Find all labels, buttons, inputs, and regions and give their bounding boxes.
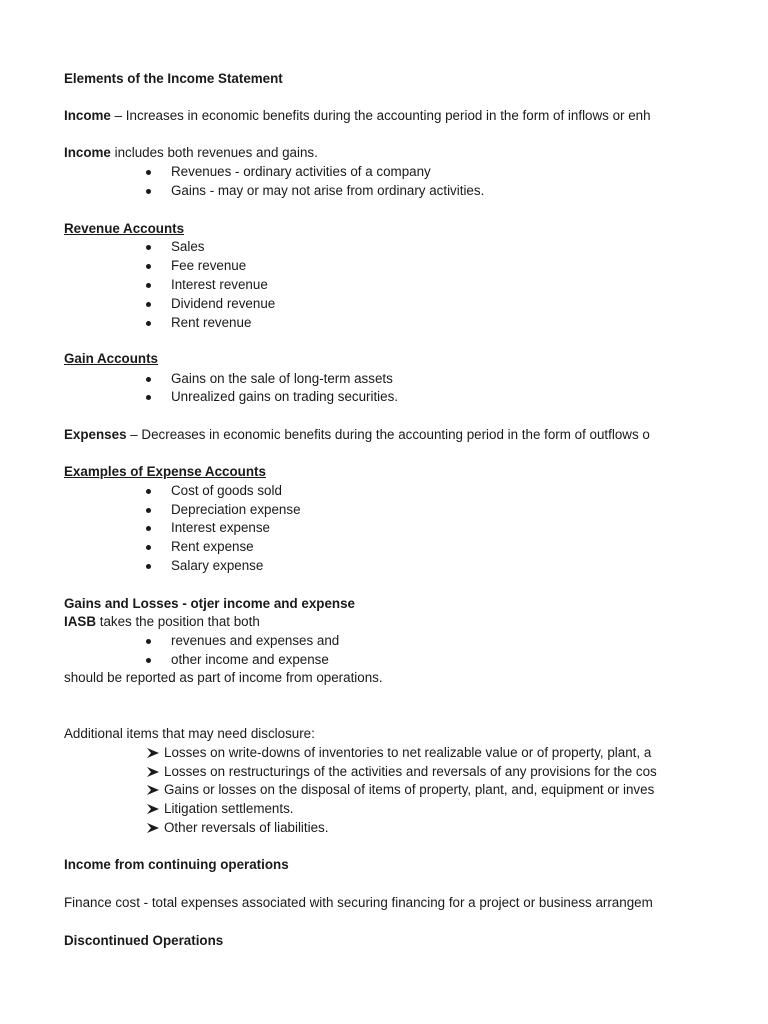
bullet-icon — [146, 508, 151, 513]
income-definition — [64, 108, 651, 124]
expenses-definition-text: – Decreases in economic benefits during the accounting period in the form of outflows o — [126, 427, 650, 442]
iasb-term: IASB — [64, 614, 96, 629]
gain-accounts-heading: Gain Accounts — [64, 351, 158, 366]
bullet-icon — [146, 321, 151, 326]
gains-losses-closing: should be reported as part of income from operations. — [64, 670, 383, 685]
bullet-icon — [146, 245, 151, 250]
bullet-icon — [146, 545, 151, 550]
gains-losses-heading: Gains and Losses - otjer income and expense — [64, 596, 355, 611]
arrow-bullet-icon — [147, 804, 159, 814]
arrow-bullet-icon — [147, 748, 159, 758]
bullet-icon — [146, 658, 151, 663]
bullet-icon — [146, 564, 151, 569]
arrow-bullet-icon — [147, 785, 159, 795]
continuing-operations-heading: Income from continuing operations — [64, 857, 289, 872]
disclosure-intro: Additional items that may need disclosure: — [64, 726, 315, 741]
expense-accounts-heading: Examples of Expense Accounts — [64, 464, 266, 479]
finance-cost-line: Finance cost - total expenses associated with securing financing for a project or business arrangem — [64, 895, 653, 910]
expenses-definition — [64, 427, 650, 443]
bullet-icon — [146, 264, 151, 269]
income-definition-text: – Increases in economic benefits during the accounting period in the form of inflows or enh — [110, 108, 651, 123]
bullet-icon — [146, 526, 151, 531]
iasb-text: takes the position that both — [96, 614, 260, 629]
discontinued-operations-heading: Discontinued Operations — [64, 933, 224, 948]
income-includes — [64, 145, 318, 161]
bullet-icon — [146, 395, 151, 400]
bullet-icon — [146, 489, 151, 494]
income-includes-term: Income — [64, 145, 111, 160]
arrow-bullet-icon — [147, 767, 159, 777]
iasb-line — [64, 614, 260, 630]
bullet-icon — [146, 377, 151, 382]
bullet-icon — [146, 283, 151, 288]
bullet-icon — [146, 302, 151, 307]
arrow-bullet-icon — [147, 823, 159, 833]
document-title: Elements of the Income Statement — [64, 71, 283, 86]
bullet-icon — [146, 170, 151, 175]
revenue-accounts-heading: Revenue Accounts — [64, 221, 185, 236]
bullet-icon — [146, 639, 151, 644]
bullet-icon — [146, 189, 151, 194]
expenses-term: Expenses — [64, 427, 127, 442]
income-includes-text: includes both revenues and gains. — [110, 145, 318, 160]
income-term: Income — [64, 108, 111, 123]
document-body: Elements of the Income Statement Income – Increases in economic benefits during the accounting period in the form of inflows or enh Income includes both revenues and gains. Revenues - ordinary activities of a company Gains - may or may not arise from ordinary activities. Revenue Accounts Sales Fee revenue Interest revenue Dividend revenue Rent revenue Gain Accounts Gains on the sale of long-term assets Unrealized gains on trading securities. Expenses – Decreases in economic benefits during the accounting period in the form of outflows o Examples of Expense Accounts Cost of goods sold Depreciation expense Interest expense Rent expense Salary expense Gains and Losses - otjer income and expense IASB takes the position that both revenues and expenses and other income and expense should be reported as part of income from operations. Additional items that may need disclosure: Losses on write-downs of inventories to net realizable value or of property, plant, a Losses on restructurings of the activities and reversals of any provisions for the cos Gains or losses on the disposal of items of property, plant, and, equipment or inves Litigation settlements. Other reversals of liabilities. Income from continuing operations Finance cost - total expenses associated with securing financing for a project or business arrangem Discontinued Operations — [64, 71, 657, 948]
